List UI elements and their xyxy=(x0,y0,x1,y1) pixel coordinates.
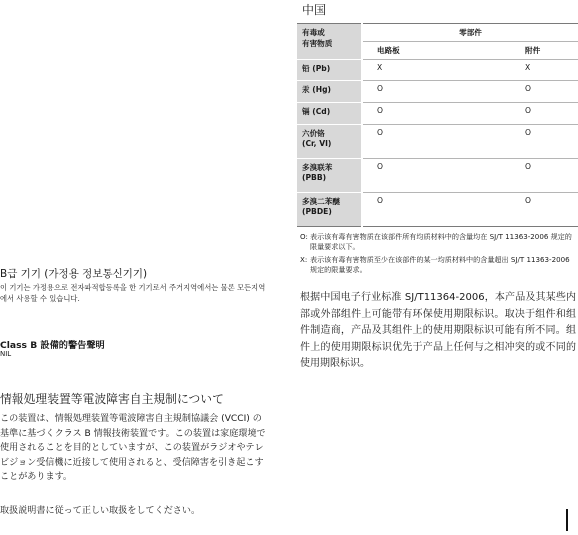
substance-name: 多溴联苯 (PBB) xyxy=(297,159,362,193)
table-row xyxy=(297,125,578,159)
accessories-value: O xyxy=(487,125,578,159)
substance-name: 多溴二苯醚 (PBDE) xyxy=(297,193,362,227)
accessories-value: O xyxy=(487,159,578,193)
substance-name: 六价铬 (Cr, VI) xyxy=(297,125,362,159)
circuit-board-value: O xyxy=(362,159,487,193)
taiwan-notice-body: NIL xyxy=(0,350,12,358)
circuit-board-value: O xyxy=(362,81,487,103)
header-accessories: 附件 xyxy=(487,42,578,60)
japan-vcci-instruction: 取扱説明書に従って正しい取扱をしてください。 xyxy=(0,506,201,516)
note-key: X: xyxy=(300,255,308,264)
table-notes xyxy=(300,232,576,278)
circuit-board-value: X xyxy=(362,60,487,81)
note-text: 表示该有毒有害物质在该部件所有均质材料中的含量均在 SJ/T 11363-2006 规定的限量要求以下。 xyxy=(310,232,572,251)
circuit-board-value: O xyxy=(362,103,487,125)
table-row xyxy=(297,81,578,103)
header-components: 零部件 xyxy=(362,24,578,42)
substance-name: 汞 (Hg) xyxy=(297,81,362,103)
accessories-value: O xyxy=(487,193,578,227)
note-text: 表示该有毒有害物质至少在该部件的某一均质材料中的含量超出 SJ/T 11363-2006 规定的限量要求。 xyxy=(310,255,570,274)
header-substance: 有毒或 有害物质 xyxy=(297,24,362,60)
korea-notice-body: 이 기기는 가정용으로 전자파적합등록을 한 기기로서 주거지역에서는 물론 모든지역에서 사용할 수 있습니다. xyxy=(0,283,266,303)
accessories-value: O xyxy=(487,103,578,125)
substance-name: 铅 (Pb) xyxy=(297,60,362,81)
substance-name: 镉 (Cd) xyxy=(297,103,362,125)
china-efup-paragraph: 根据中国电子行业标准 SJ/T11364-2006，本产品及其某些内部或外部组件上可能带有环保使用期限标识。取决于组件和组件制造商，产品及其组件上的使用期限标识可能有所不同。组件上的使用期限标识优先于产品上任何与之相冲突的或不同的使用期限标识。 xyxy=(300,292,576,369)
note-o xyxy=(300,232,576,252)
circuit-board-value: O xyxy=(362,193,487,227)
taiwan-notice-title: Class B 設備的警告聲明 xyxy=(0,340,105,351)
header-circuit-board: 电路板 xyxy=(362,42,487,60)
accessories-value: X xyxy=(487,60,578,81)
china-heading: 中国 xyxy=(302,3,327,17)
table-header-row xyxy=(297,24,578,42)
japan-vcci-body: この装置は、情報処理装置等電波障害自主規制協議会 (VCCI) の基準に基づくクラス B 情報技術装置です。この装置は家庭環境で使用されることを目的としていますが、この装置がラジオやテレビジョン受信機に近接して使用されると、受信障害を引き起こすことがあります。 xyxy=(0,414,266,483)
table-row xyxy=(297,159,578,193)
table-row xyxy=(297,60,578,81)
page-edge-marker xyxy=(566,509,568,531)
accessories-value: O xyxy=(487,81,578,103)
korea-notice-title: B급 기기 (가정용 정보통신기기) xyxy=(0,268,148,280)
hazardous-substances-table xyxy=(297,23,578,227)
table-row xyxy=(297,103,578,125)
table-row xyxy=(297,193,578,227)
note-key: O: xyxy=(300,232,308,241)
circuit-board-value: O xyxy=(362,125,487,159)
japan-vcci-title: 情報処理装置等電波障害自主規制について xyxy=(0,392,224,406)
note-x xyxy=(300,255,576,275)
